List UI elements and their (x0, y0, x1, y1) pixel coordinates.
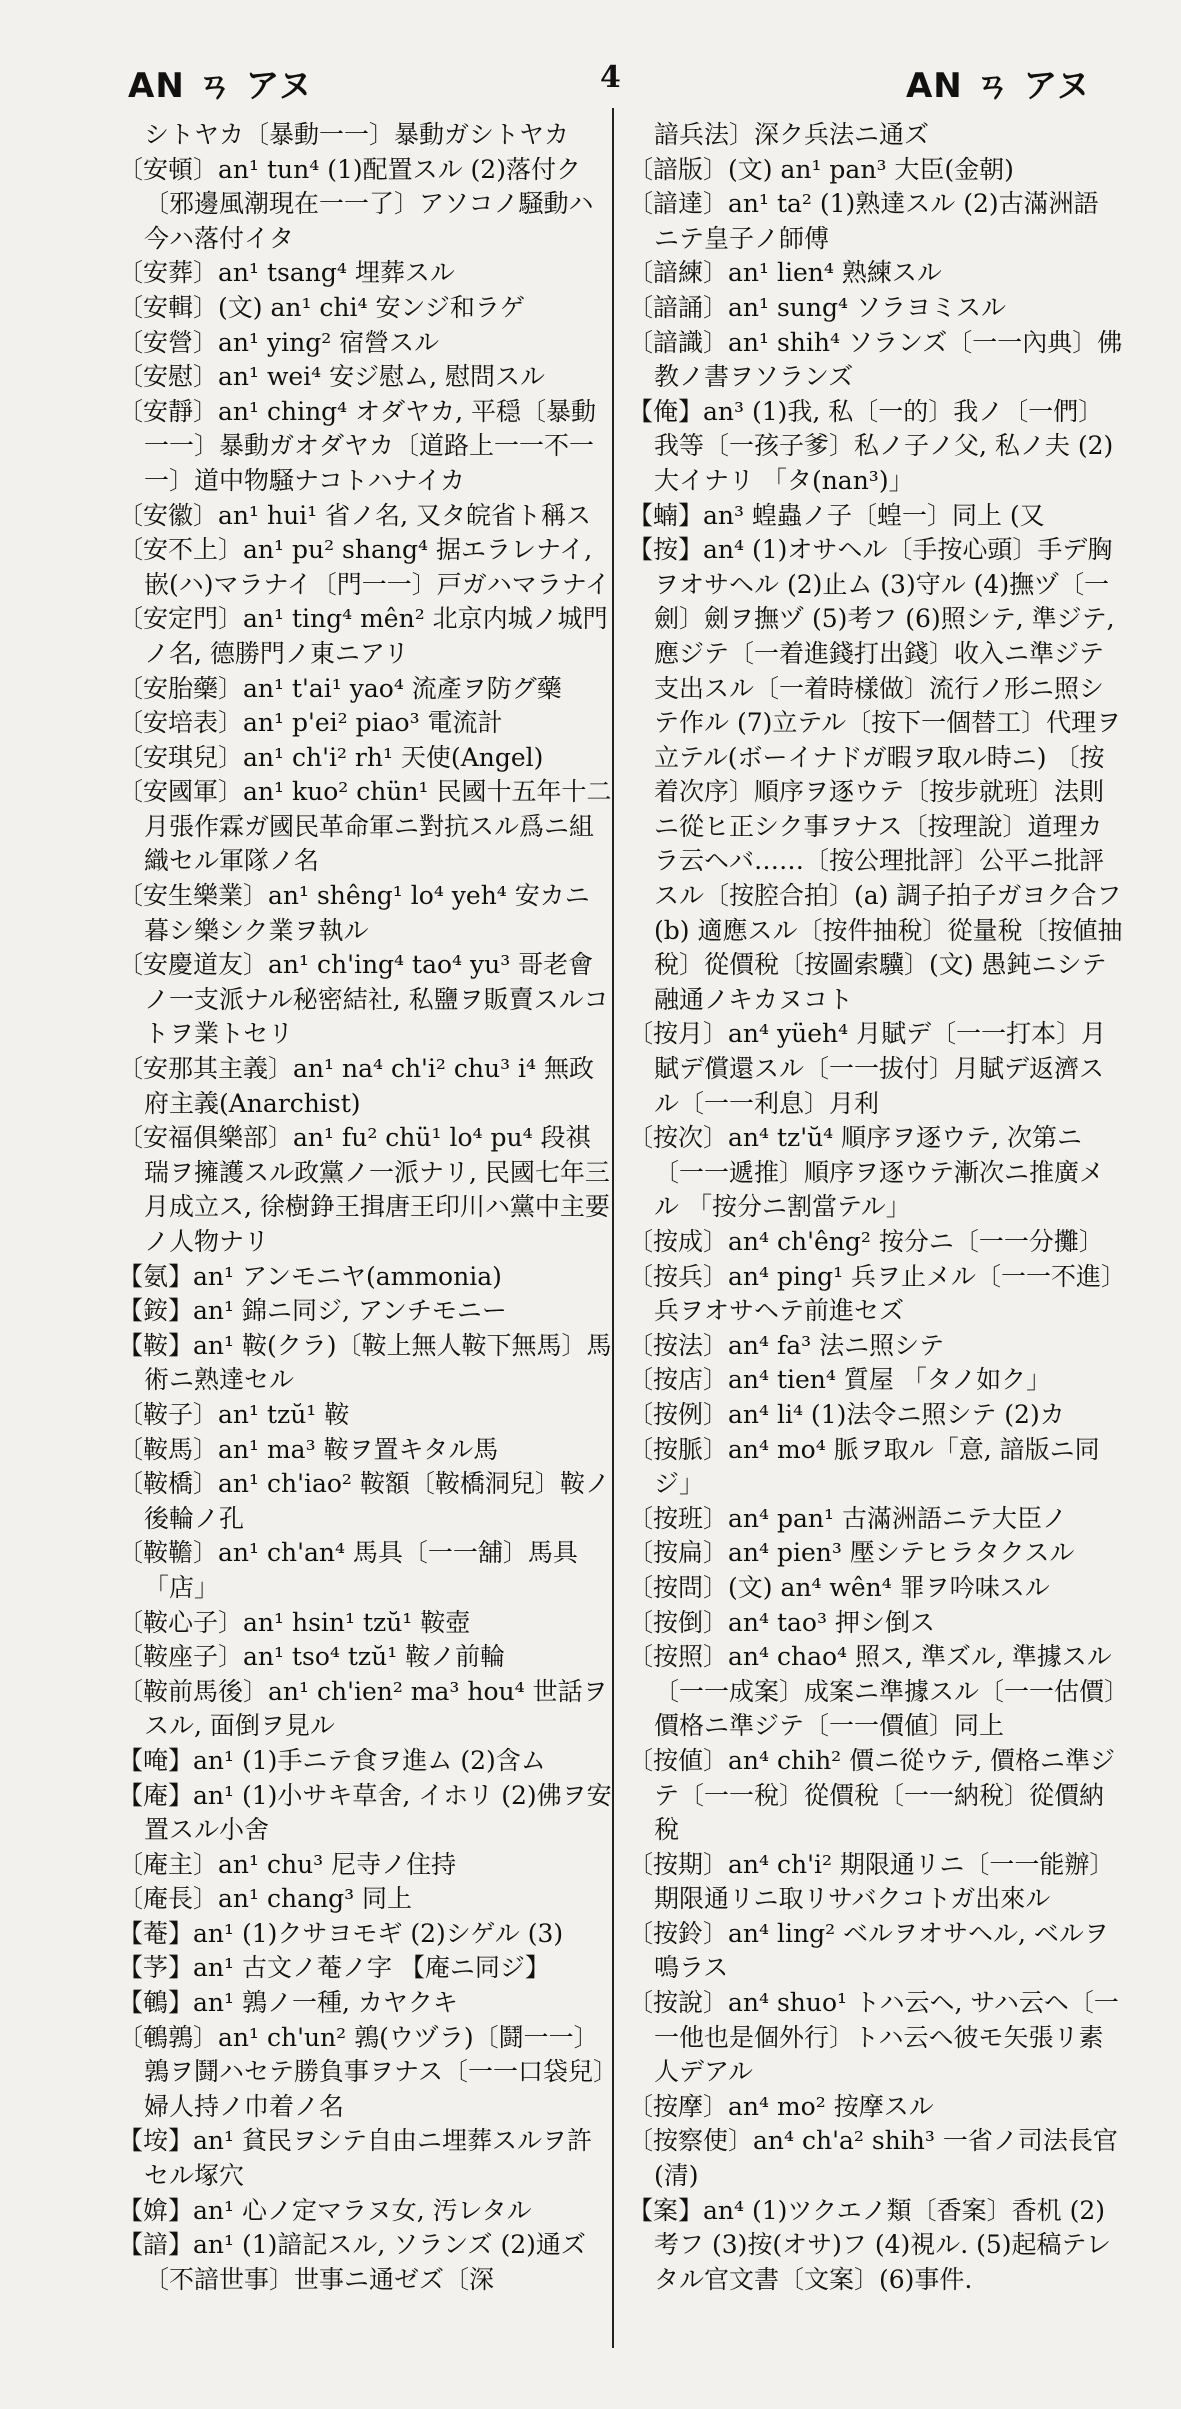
dictionary-entry: 〔按次〕an⁴ tz'ŭ⁴ 順序ヲ逐ウテ, 次第ニ〔一一遞推〕順序ヲ逐ウテ漸次ニ推廣メル 「按分ニ割當テル」 (628, 1123, 1105, 1222)
dictionary-entry: 〔安不上〕an¹ pu² shang⁴ 据エラレナイ, 嵌(ハ)マラナイ〔門一一〕戸ガハマラナイ (118, 535, 611, 599)
dictionary-entry: 〔諳誦〕an¹ sung⁴ ソラヨミスル (628, 292, 1006, 322)
dictionary-entry: シトヤカ〔暴動一一〕暴動ガシトヤカ (144, 120, 570, 149)
dictionary-entry: 〔庵主〕an¹ chu³ 尼寺ノ住持 (118, 1849, 457, 1879)
dictionary-entry: 〔鞍馬〕an¹ ma³ 鞍ヲ置キタル馬 (118, 1434, 499, 1464)
dictionary-entry: 〔諳識〕an¹ shih⁴ ソランズ〔一一內典〕佛教ノ書ヲソランズ (628, 327, 1123, 392)
dictionary-entry: 〔鞍前馬後〕an¹ ch'ien² ma³ hou⁴ 世話ヲスル, 面倒ヲ見ル (118, 1676, 608, 1741)
dictionary-entry: 〔鞍座子〕an¹ tso⁴ tzŭ¹ 鞍ノ前輪 (118, 1642, 506, 1672)
dictionary-entry: 〔按摩〕an⁴ mo² 按摩スル (628, 2091, 934, 2121)
running-header-right: AN ㄢ アヌ (905, 66, 1091, 106)
dictionary-entry: 〔安靜〕an¹ ching⁴ オダヤカ, 平穏〔暴動一一〕暴動ガオダヤカ〔道路上一一不一一〕道中物騒ナコトハナイカ (118, 396, 597, 495)
headword-entry: 【俺】an³ (1)我, 私〔一的〕我ノ〔一們〕我等〔一孩子爹〕私ノ子ノ父, 私ノ夫 (2)大イナリ 「タ(nan³)」 (628, 396, 1114, 495)
dictionary-entry: 〔安頓〕an¹ tun⁴ (1)配置スル (2)落付ク〔邪邊風潮現在一一了〕アソコノ騒動ハ今ハ落付イタ (118, 154, 594, 253)
dictionary-entry: 〔按月〕an⁴ yüeh⁴ 月賦デ〔一一打本〕月賦デ償還スル〔一一拔付〕月賦デ返濟スル〔一一利息〕月利 (628, 1019, 1107, 1118)
dictionary-entry: 〔按法〕an⁴ fa³ 法ニ照シテ (628, 1330, 945, 1360)
dictionary-entry: 〔安那其主義〕an¹ na⁴ ch'i² chu³ i⁴ 無政府主義(Anarchist) (118, 1054, 595, 1118)
dictionary-entry: 〔按例〕an⁴ li⁴ (1)法令ニ照シテ (2)カ (628, 1399, 1065, 1429)
headword-entry: 【芧】an¹ 古文ノ菴ノ字 【庵ニ同ジ】 (118, 1953, 550, 1983)
headword-entry: 【媕】an¹ 心ノ定マラヌ女, 汚レタル (118, 2195, 532, 2225)
dictionary-entry: 〔按期〕an⁴ ch'i² 期限通リニ〔一一能辦〕期限通リニ取リサバクコトガ出來ル (628, 1849, 1115, 1914)
dictionary-entry: 〔安葬〕an¹ tsang⁴ 埋葬スル (118, 258, 455, 288)
dictionary-entry: 〔按兵〕an⁴ ping¹ 兵ヲ止メル〔一一不進〕兵ヲオサヘテ前進セズ (628, 1261, 1114, 1326)
dictionary-entry: 〔按察使〕an⁴ ch'a² shih³ 一省ノ司法長官(清) (628, 2126, 1118, 2191)
headword-entry: 【按】an⁴ (1)オサヘル〔手按心頭〕手デ胸ヲオサヘル (2)止ム (3)守ル (4)撫ヅ〔一劍〕劍ヲ撫ヅ (5)考フ (6)照シテ, 準ジテ, 應ジテ〔一着進錢打出錢〕收入ニ準ジテ支出スル〔一着時樣做〕流行ノ形ニ照シテ作ル (7)立テル〔按下一個替工〕代理ヲ立テル(ボーイナドガ暇ヲ取ル時ニ) 〔按着次序〕順序ヲ逐ウテ〔按步就班〕法則ニ從ヒ正シク事ヲナス〔按理說〕道理カラ云ヘバ……〔按公理批評〕公平ニ批評スル〔按腔合拍〕(a) 調子拍子ガヨク合フ (b) 適應スル〔按件抽稅〕從量稅〔按値抽稅〕從價稅〔按圖索驥〕(文) 愚鈍ニシテ融通ノキカヌコト (628, 535, 1123, 1014)
headword-entry: 【庵】an¹ (1)小サキ草舍, イホリ (2)佛ヲ安置スル小舍 (118, 1780, 612, 1845)
dictionary-entry: 〔安琪兒〕an¹ ch'i² rh¹ 天使(Angel) (118, 742, 544, 772)
dictionary-entry: 〔鵪鶉〕an¹ ch'un² 鶉(ウヅラ)〔鬪一一〕鶉ヲ鬪ハセテ勝負事ヲナス〔一一口袋兒〕婦人持ノ巾着ノ名 (118, 2022, 606, 2121)
dictionary-entry: 〔諳版〕(文) an¹ pan³ 大臣(金朝) (628, 154, 1014, 184)
dictionary-entry: 〔安輯〕(文) an¹ chi⁴ 安ンジ和ラゲ (118, 292, 525, 322)
headword-entry: 【氨】an¹ アンモニヤ(ammonia) (118, 1261, 502, 1291)
dictionary-entry: 〔安徽〕an¹ hui¹ 省ノ名, 又タ皖省ト稱ス (118, 500, 592, 530)
dictionary-entry: 〔鞍心子〕an¹ hsin¹ tzŭ¹ 鞍壺 (118, 1607, 471, 1637)
dictionary-entry: 〔按扁〕an⁴ pien³ 壓シテヒラタクスル (628, 1538, 1075, 1568)
dictionary-entry: 〔按脈〕an⁴ mo⁴ 脈ヲ取ル「意, 諳版ニ同ジ」 (628, 1434, 1100, 1499)
dictionary-entry: 〔按問〕(文) an⁴ wên⁴ 罪ヲ吟味スル (628, 1572, 1050, 1602)
dictionary-entry: 諳兵法〕深ク兵法ニ通ズ (654, 120, 930, 149)
dictionary-entry: 〔安營〕an¹ ying² 宿營スル (118, 327, 440, 357)
headword-entry: 【鵪】an¹ 鶉ノ一種, カヤクキ (118, 1988, 458, 2018)
dictionary-entry: 〔安生樂業〕an¹ shêng¹ lo⁴ yeh⁴ 安カニ暮シ樂シク業ヲ執ル (118, 881, 590, 945)
dictionary-entry: 〔按倒〕an⁴ tao³ 押シ倒ス (628, 1607, 935, 1637)
headword-entry: 【鞍】an¹ 鞍(クラ)〔鞍上無人鞍下無馬〕馬術ニ熟達セル (118, 1330, 612, 1395)
headword-entry: 【案】an⁴ (1)ツクエノ類〔香案〕香机 (2)考フ (3)按(オサ)フ (4)視ル. (5)起稿テレタル官文書〔文案〕(6)事件. (628, 2195, 1112, 2294)
dictionary-entry: 〔諳達〕an¹ ta² (1)熟達スル (2)古滿洲語ニテ皇子ノ師傅 (628, 189, 1099, 253)
dictionary-entry: 〔安培表〕an¹ p'ei² piao³ 電流計 (118, 708, 503, 738)
dictionary-entry: 〔鞍韂〕an¹ ch'an⁴ 馬具〔一一舖〕馬具「店」 (118, 1538, 578, 1602)
dictionary-entry: 〔諳練〕an¹ lien⁴ 熟練スル (628, 258, 942, 288)
dictionary-entry: 〔安胎藥〕an¹ t'ai¹ yao⁴ 流產ヲ防グ藥 (118, 673, 562, 703)
dictionary-entry: 〔按說〕an⁴ shuo¹ トハ云ヘ, サハ云ヘ〔一一他也是個外行〕トハ云ヘ彼モ矢張リ素人デアル (628, 1988, 1119, 2087)
headword-entry: 【唵】an¹ (1)手ニテ食ヲ進ム (2)含ム (118, 1745, 546, 1775)
running-header-left: AN ㄢ アヌ (128, 66, 314, 106)
headword-entry: 【菴】an¹ (1)クサヨモギ (2)シゲル (3) (118, 1918, 564, 1948)
dictionary-entry: 〔安定門〕an¹ ting⁴ mên² 北京内城ノ城門ノ名, 德勝門ノ東ニアリ (118, 604, 608, 668)
dictionary-entry: 〔按鈴〕an⁴ ling² ベルヲオサヘル, ベルヲ鳴ラス (628, 1918, 1109, 1983)
headword-entry: 【垵】an¹ 貧民ヲシテ自由ニ埋葬スルヲ許セル塚穴 (118, 2126, 592, 2191)
dictionary-entry: 〔按店〕an⁴ tien⁴ 質屋 「タノ如ク」 (628, 1365, 1052, 1395)
dictionary-entry: 〔按値〕an⁴ chih² 價ニ從ウテ, 價格ニ準ジテ〔一一稅〕從價稅〔一一納稅〕從價納稅 (628, 1745, 1116, 1845)
dictionary-entry: 〔安福俱樂部〕an¹ fu² chü¹ lo⁴ pu⁴ 段祺瑞ヲ擁護スル政黨ノ一派ナリ, 民國七年三月成立ス, 徐樹錚王揖唐王印川ハ黨中主要ノ人物ナリ (118, 1123, 610, 1256)
headword-entry: 【諳】an¹ (1)諳記スル, ソランズ (2)通ズ〔不諳世事〕世事ニ通ゼズ〔深 (118, 2230, 586, 2294)
right-column (628, 118, 1123, 2297)
dictionary-entry: 〔鞍橋〕an¹ ch'iao² 鞍額〔鞍橋洞兒〕鞍ノ後輪ノ孔 (118, 1469, 610, 1533)
dictionary-entry: 〔安慰〕an¹ wei⁴ 安ジ慰ム, 慰問スル (118, 362, 546, 392)
dictionary-entry: 〔鞍子〕an¹ tzŭ¹ 鞍 (118, 1399, 350, 1429)
page-number: 4 (600, 60, 621, 95)
left-column (118, 118, 613, 2297)
headword-entry: 【銨】an¹ 錦ニ同ジ, アンチモニー (118, 1296, 507, 1326)
dictionary-entry: 〔安國軍〕an¹ kuo² chün¹ 民國十五年十二月張作霖ガ國民革命軍ニ對抗スル爲ニ組織セル軍隊ノ名 (118, 777, 612, 876)
dictionary-entry: 〔按成〕an⁴ ch'êng² 按分ニ〔一一分攤〕 (628, 1227, 1104, 1256)
dictionary-entry: 〔安慶道友〕an¹ ch'ing⁴ tao⁴ yu³ 哥老會ノ一支派ナル秘密結社, 私鹽ヲ販賣スルコトヲ業トセリ (118, 950, 609, 1049)
dictionary-entry: 〔按班〕an⁴ pan¹ 古滿洲語ニテ大臣ノ (628, 1503, 1067, 1533)
headword-entry: 【蝻】an³ 蝗蟲ノ子〔蝗一〕同上 (又 (628, 500, 1045, 530)
dictionary-entry: 〔庵長〕an¹ chang³ 同上 (118, 1884, 413, 1914)
dictionary-entry: 〔按照〕an⁴ chao⁴ 照ス, 準ズル, 準據スル〔一一成案〕成案ニ準據スル〔一一估價〕價格ニ準ジテ〔一一價値〕同上 (628, 1642, 1117, 1741)
